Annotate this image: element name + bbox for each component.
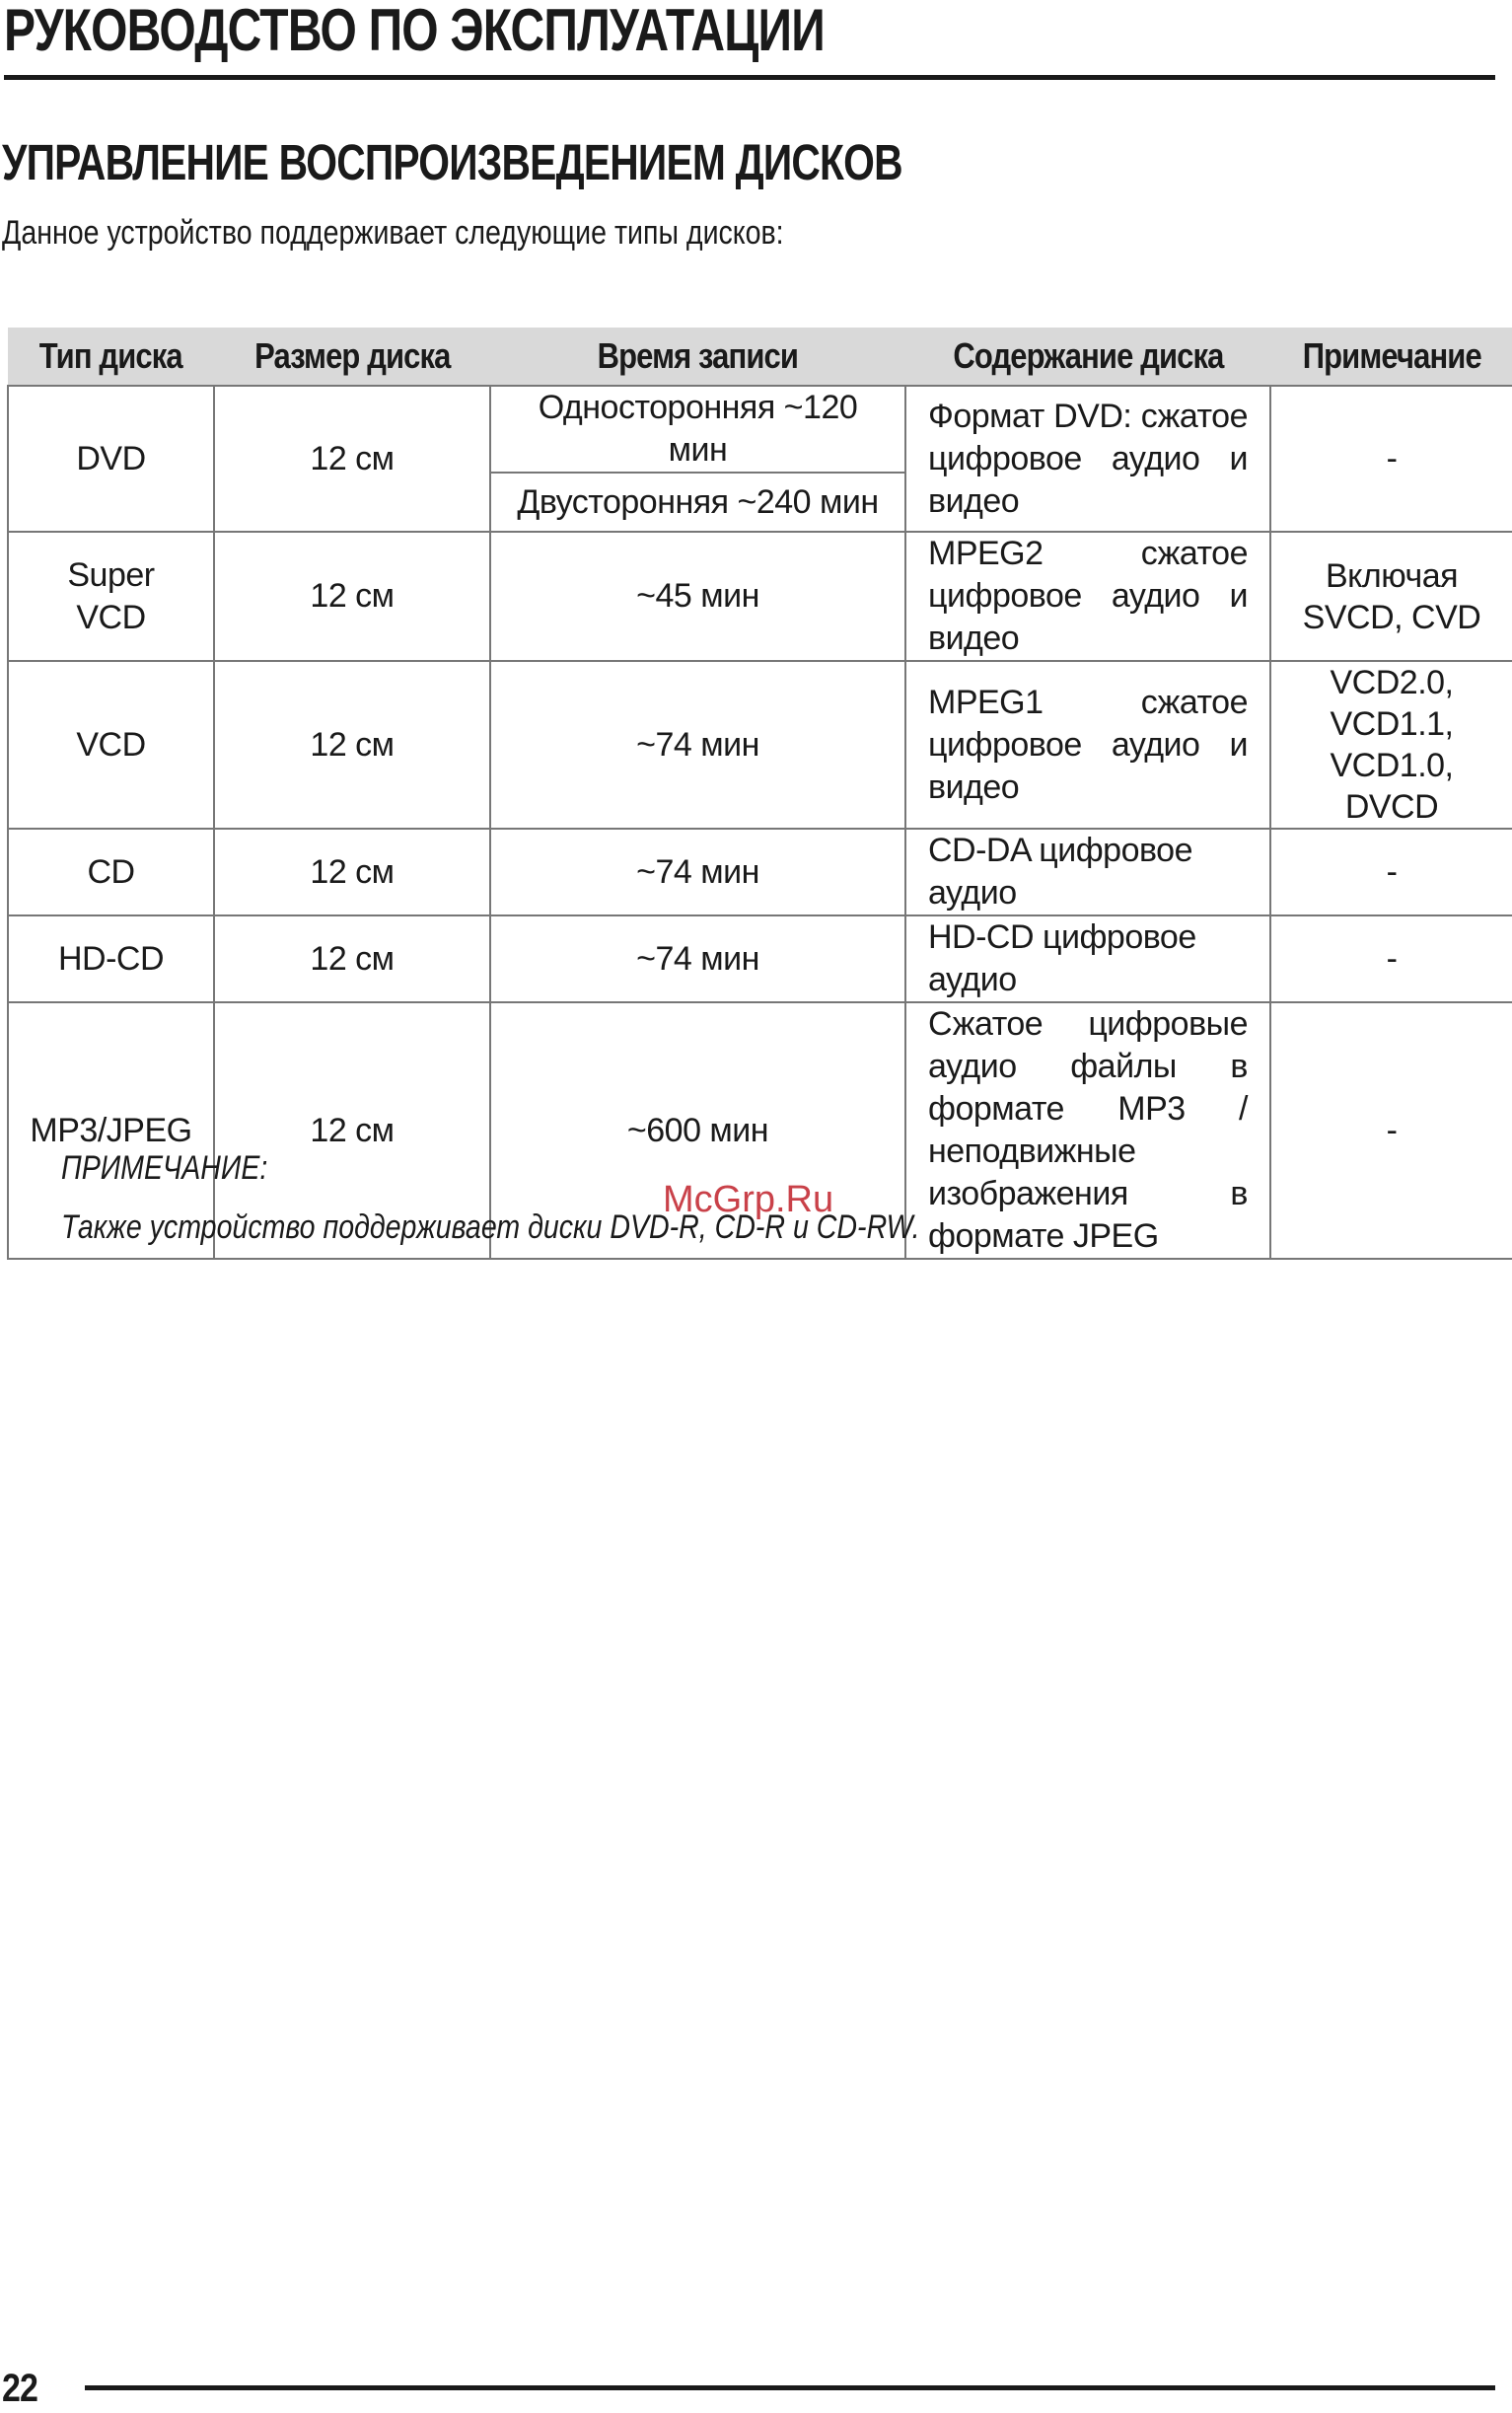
cell-type: MP3/JPEG bbox=[8, 1002, 214, 1259]
cell-type: HD-CD bbox=[8, 915, 214, 1002]
cell-type: DVD bbox=[8, 386, 214, 532]
cell-size: 12 см bbox=[214, 661, 490, 829]
cell-content: MPEG2 сжатое цифровое аудио и видео bbox=[905, 532, 1270, 661]
cell-size: 12 см bbox=[214, 915, 490, 1002]
cell-content: MPEG1 сжатое цифровое аудио и видео bbox=[905, 661, 1270, 829]
cell-time: ~74 мин bbox=[490, 661, 905, 829]
table-row-super-vcd bbox=[8, 532, 1512, 661]
cell-content: CD-DA цифровое аудио bbox=[905, 829, 1270, 915]
cell-size: 12 см bbox=[214, 532, 490, 661]
table-header-row bbox=[8, 328, 1512, 386]
header-disc-size: Размер диска bbox=[214, 328, 490, 386]
header-disc-content: Содержание диска bbox=[905, 328, 1270, 386]
cell-size: 12 см bbox=[214, 829, 490, 915]
cell-content: Формат DVD: сжатое цифровое аудио и видео bbox=[905, 386, 1270, 532]
table-row-hd-cd bbox=[8, 915, 1512, 1002]
table-row-vcd bbox=[8, 661, 1512, 829]
cell-size: 12 см bbox=[214, 386, 490, 532]
cell-type: Super VCD bbox=[8, 532, 214, 661]
cell-time: ~600 мин bbox=[490, 1002, 905, 1259]
cell-note: Включая SVCD, CVD bbox=[1270, 532, 1512, 661]
page-header-title: РУКОВОДСТВО ПО ЭКСПЛУАТАЦИИ bbox=[4, 0, 825, 63]
cell-note: - bbox=[1270, 829, 1512, 915]
cell-time-single-sided: Односторонняя ~120 мин bbox=[490, 386, 905, 473]
note-text: Также устройство поддерживает диски DVD-R, CD-R и CD-RW. bbox=[61, 1208, 920, 1246]
header-rule bbox=[4, 75, 1495, 80]
cell-time-double-sided: Двусторонняя ~240 мин bbox=[490, 473, 905, 532]
note-label: ПРИМЕЧАНИЕ: bbox=[61, 1149, 268, 1187]
cell-size: 12 см bbox=[214, 1002, 490, 1259]
table-row-dvd bbox=[8, 386, 1512, 473]
watermark: McGrp.Ru bbox=[663, 1179, 834, 1220]
footer-rule bbox=[85, 2385, 1495, 2390]
cell-note: - bbox=[1270, 1002, 1512, 1259]
cell-type: VCD bbox=[8, 661, 214, 829]
header-disc-type: Тип диска bbox=[8, 328, 214, 386]
page-number: 22 bbox=[2, 2367, 38, 2410]
cell-type: CD bbox=[8, 829, 214, 915]
cell-note: - bbox=[1270, 915, 1512, 1002]
cell-time: ~74 мин bbox=[490, 915, 905, 1002]
cell-content: HD-CD цифровое аудио bbox=[905, 915, 1270, 1002]
intro-text: Данное устройство поддерживает следующие типы дисков: bbox=[2, 214, 784, 252]
header-note: Примечание bbox=[1270, 328, 1512, 386]
table-row-cd bbox=[8, 829, 1512, 915]
header-record-time: Время записи bbox=[490, 328, 905, 386]
cell-note: - bbox=[1270, 386, 1512, 532]
section-title: УПРАВЛЕНИЕ ВОСПРОИЗВЕДЕНИЕМ ДИСКОВ bbox=[2, 134, 902, 190]
cell-note: VCD2.0, VCD1.1, VCD1.0, DVCD bbox=[1270, 661, 1512, 829]
disc-types-table bbox=[7, 328, 1512, 1260]
cell-time: ~45 мин bbox=[490, 532, 905, 661]
cell-time: ~74 мин bbox=[490, 829, 905, 915]
cell-content: Сжатое цифровые аудио файлы в формате MP3 / неподвижные изображения в формате JPEG bbox=[905, 1002, 1270, 1259]
